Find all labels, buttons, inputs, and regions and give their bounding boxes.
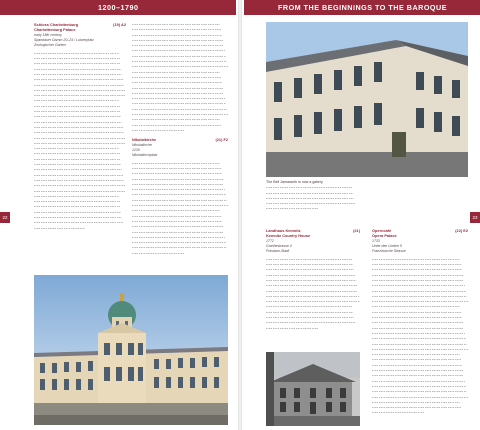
entry-title-text: Nikolaikirche [132, 137, 157, 143]
body-text [132, 22, 228, 133]
entry-ref: (22) E2 [455, 228, 468, 233]
left-running-header: 1200–1790 [0, 0, 236, 15]
text-line [34, 226, 85, 231]
text-line [132, 251, 185, 256]
entry-title-text: Schloss Charlottenburg [34, 22, 79, 27]
right-running-header: FROM THE BEGINNINGS TO THE BAROQUE [244, 0, 480, 15]
right-column-2 [372, 228, 468, 426]
entry-meta-line: Nikolaikirche [132, 142, 152, 147]
entry-meta-line: Spandauer Damm 20–24 / Luisenplatz [34, 37, 94, 42]
entry-meta-line: Goethestrasse 4 [266, 243, 292, 248]
entry-body-text [372, 257, 468, 416]
photo-charlottenburg-palace [34, 275, 228, 425]
entry-meta-line: 1230 [132, 147, 140, 152]
entry-body-text [34, 51, 126, 231]
entry-meta-line: Französische Strasse [372, 248, 406, 253]
photo-country-house [266, 352, 360, 426]
palace-illustration [34, 275, 228, 425]
country-house-illustration [266, 352, 360, 426]
entry-ref: (19) A2 [113, 22, 126, 27]
entry-meta-line: Unter den Linden 5 [372, 243, 402, 248]
entry-subtitle-text: Kemnitz Country House [266, 233, 311, 239]
building-illustration [266, 22, 468, 177]
photo-caption [266, 180, 360, 226]
photo-baroque-building [266, 22, 468, 177]
entry-meta-line: Zoologischer Garten [34, 42, 66, 47]
text-line [372, 410, 425, 415]
caption-text [266, 185, 360, 211]
entry-title-text: Landhaus Kemnitz [266, 228, 301, 233]
entry-meta-line: 1733 [372, 238, 380, 243]
entry-ref: (21) [353, 228, 360, 233]
entry-body-text [266, 257, 360, 331]
left-page-number: 22 [0, 212, 10, 223]
caption-first-line: The Bell Jamaranth is now a gallery [266, 180, 323, 184]
entry-subtitle-text: Opera Palace [372, 233, 397, 239]
entry-meta-line: early 18th century [34, 32, 62, 37]
body-text [132, 161, 228, 256]
entry-title-text: Operncafé [372, 228, 392, 233]
text-line [132, 128, 185, 133]
entry-subtitle-text: Charlottenburg Palace [34, 27, 76, 33]
entry-ref: (21) F2 [215, 137, 228, 143]
text-line [266, 326, 318, 331]
text-line [266, 206, 318, 211]
entry-meta-line: Potsdam-Stadt [266, 248, 290, 253]
right-page-number: 23 [470, 212, 480, 223]
left-column-1 [34, 22, 126, 272]
page-gutter [238, 0, 242, 430]
entry-meta-line: Nikolaikirchplatz [132, 152, 158, 157]
entry-meta-line: 1772 [266, 238, 274, 243]
right-column-1 [266, 228, 360, 348]
left-column-2 [132, 22, 228, 272]
